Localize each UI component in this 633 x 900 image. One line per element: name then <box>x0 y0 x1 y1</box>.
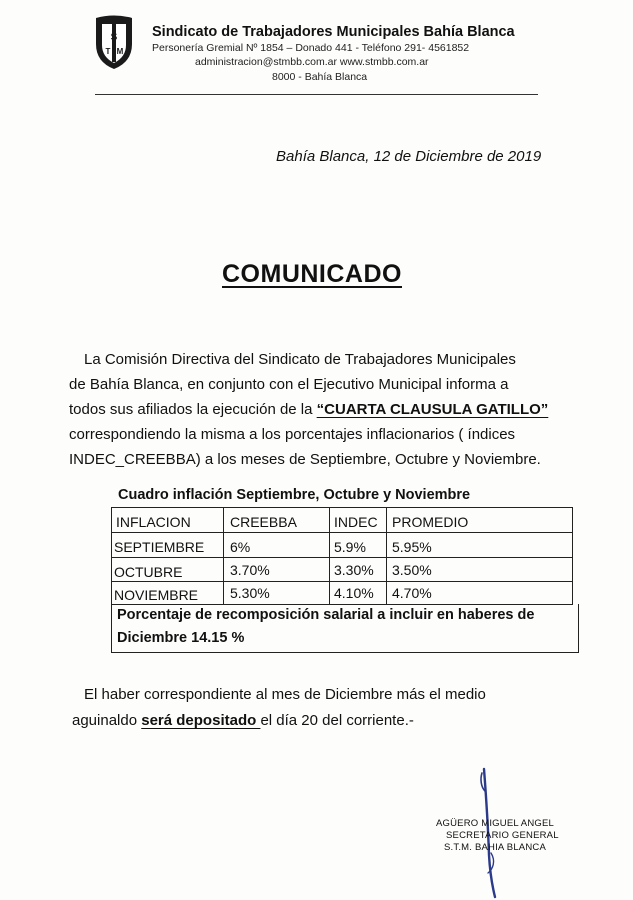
row-septiembre-promedio: 5.95% <box>392 539 432 555</box>
row-octubre-month: OCTUBRE <box>114 564 183 580</box>
signer-name: AGÜERO MIGUEL ANGEL <box>436 818 555 829</box>
body-line-4: correspondiendo la misma a los porcentajes inflacionarios ( índices <box>69 426 516 443</box>
row-noviembre-indec: 4.10% <box>334 585 374 601</box>
cuarta-clausula-gatillo: “CUARTA CLAUSULA GATILLO” <box>316 401 549 418</box>
table-rule-col-3 <box>386 507 387 605</box>
salary-recomposition-note: Porcentaje de recomposición salarial a incluir en haberes de Diciembre 14.15 % <box>117 607 535 646</box>
signer-role: SECRETARIO GENERAL <box>446 830 559 841</box>
row-noviembre-promedio: 4.70% <box>392 585 432 601</box>
org-city-line: 8000 - Bahía Blanca <box>272 71 368 83</box>
closing-line-2 <box>72 712 414 729</box>
body-line-1: La Comisión Directiva del Sindicato de Trabajadores Municipales <box>84 351 516 368</box>
row-septiembre-indec: 5.9% <box>334 539 366 555</box>
row-octubre-promedio: 3.50% <box>392 562 432 578</box>
row-septiembre-creebba: 6% <box>230 539 251 555</box>
header-promedio: PROMEDIO <box>392 514 469 530</box>
table-rule-top <box>111 507 573 508</box>
sera-depositado: será depositado <box>141 712 261 729</box>
closing-line-1: El haber correspondiente al mes de Diciembre más el medio <box>84 686 486 703</box>
table-rule-1 <box>111 532 573 533</box>
table-rule-2 <box>111 557 573 558</box>
row-septiembre-month: SEPTIEMBRE <box>114 539 205 555</box>
table-rule-bottom <box>111 652 579 653</box>
header-creebba: CREEBBA <box>230 514 297 530</box>
row-noviembre-creebba: 5.30% <box>230 585 270 601</box>
body-line-3-text: todos sus afiliados la ejecución de la <box>69 401 317 418</box>
union-logo-shield <box>93 14 135 70</box>
letterhead-divider <box>95 94 538 95</box>
row-octubre-indec: 3.30% <box>334 562 374 578</box>
table-rule-col-2 <box>329 507 330 605</box>
header-indec: INDEC <box>334 514 378 530</box>
table-rule-footer-right <box>578 604 579 653</box>
org-contact-line: administracion@stmbb.com.ar www.stmbb.com.ar <box>195 56 429 68</box>
table-rule-right <box>572 507 573 605</box>
org-name: Sindicato de Trabajadores Municipales Bahía Blanca <box>152 24 515 40</box>
logo-letter-t: T <box>105 47 111 56</box>
body-line-3 <box>69 401 548 418</box>
table-rule-left <box>111 507 112 653</box>
header-inflacion: INFLACION <box>116 514 191 530</box>
document-title: COMUNICADO <box>222 260 402 288</box>
table-rule-col-1 <box>223 507 224 605</box>
table-caption: Cuadro inflación Septiembre, Octubre y Noviembre <box>118 487 471 503</box>
signer-org: S.T.M. BAHIA BLANCA <box>444 842 546 853</box>
row-octubre-creebba: 3.70% <box>230 562 270 578</box>
org-legal-line: Personería Gremial Nº 1854 – Donado 441 - Teléfono 291- 4561852 <box>152 42 470 54</box>
table-rule-3 <box>111 581 573 582</box>
body-line-5: INDEC_CREEBBA) a los meses de Septiembre, Octubre y Noviembre. <box>69 451 541 468</box>
closing-date: el día 20 del corriente.- <box>260 712 414 729</box>
body-line-2: de Bahía Blanca, en conjunto con el Ejecutivo Municipal informa a <box>69 376 509 393</box>
logo-letter-s: S <box>110 32 118 43</box>
logo-letter-m: M <box>116 47 124 56</box>
row-noviembre-month: NOVIEMBRE <box>114 587 199 603</box>
closing-aguinaldo: aguinaldo <box>72 712 142 729</box>
document-date: Bahía Blanca, 12 de Diciembre de 2019 <box>276 148 542 165</box>
